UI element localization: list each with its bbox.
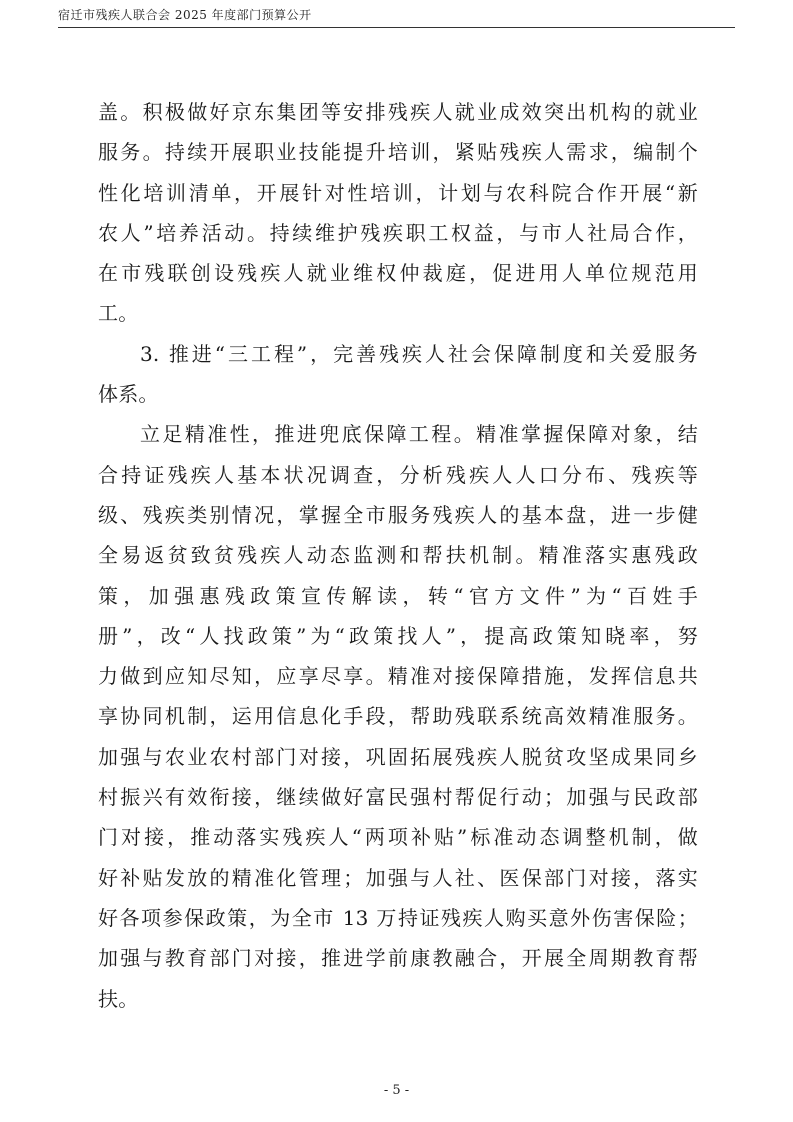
text-line: 工。 [98, 301, 139, 326]
text-line: 全易返贫致贫残疾人动态监测和帮扶机制。精准落实惠残政 [98, 543, 698, 568]
text-line: 服务。持续开展职业技能提升培训，紧贴残疾人需求，编制个 [98, 140, 698, 165]
text-line: 3. 推进“三工程”，完善残疾人社会保障制度和关爱服务 [140, 341, 698, 366]
text-line: 合持证残疾人基本状况调查，分析残疾人人口分布、残疾等 [98, 462, 698, 487]
header-divider [58, 27, 735, 28]
text-line: 立足精准性，推进兜底保障工程。精准掌握保障对象，结 [140, 422, 698, 447]
text-line: 好补贴发放的精准化管理；加强与人社、医保部门对接，落实 [98, 865, 698, 890]
text-line: 门对接，推动落实残疾人“两项补贴”标准动态调整机制，做 [98, 825, 698, 850]
text-line: 农人”培养活动。持续维护残疾职工权益，与市人社局合作， [98, 220, 698, 245]
text-line: 册”，改“人找政策”为“政策找人”，提高政策知晓率，努 [98, 623, 698, 648]
text-line: 村振兴有效衔接，继续做好富民强村帮促行动；加强与民政部 [98, 785, 698, 810]
text-line: 扶。 [98, 986, 139, 1011]
text-line: 加强与农业农村部门对接，巩固拓展残疾人脱贫攻坚成果同乡 [98, 744, 698, 769]
page-number: - 5 - [383, 1083, 410, 1098]
text-line: 体系。 [98, 382, 159, 407]
text-line: 盖。积极做好京东集团等安排残疾人就业成效突出机构的就业 [98, 100, 698, 124]
text-line: 性化培训清单，开展针对性培训，计划与农科院合作开展“新 [98, 180, 698, 205]
text-line: 级、残疾类别情况，掌握全市服务残疾人的基本盘，进一步健 [98, 502, 698, 527]
text-line: 策，加强惠残政策宣传解读，转“官方文件”为“百姓手 [98, 583, 698, 608]
text-line: 享协同机制，运用信息化手段，帮助残联系统高效精准服务。 [98, 704, 698, 729]
page-header: 宿迁市残疾人联合会 2025 年度部门预算公开 [58, 8, 312, 22]
text-line: 好各项参保政策，为全市 13 万持证残疾人购买意外伤害保险； [98, 905, 698, 930]
document-body [98, 92, 698, 1019]
text-line: 力做到应知尽知，应享尽享。精准对接保障措施，发挥信息共 [98, 664, 698, 689]
text-line: 加强与教育部门对接，推进学前康教融合，开展全周期教育帮 [98, 946, 698, 971]
text-line: 在市残联创设残疾人就业维权仲裁庭，促进用人单位规范用 [98, 261, 698, 286]
